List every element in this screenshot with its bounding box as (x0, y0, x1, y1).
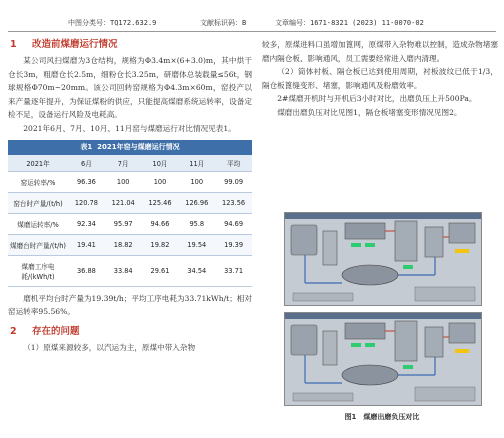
table-cell: 煤磨台时产量/(t/h) (8, 234, 68, 255)
left-column (8, 38, 252, 354)
table-cell: 100 (142, 171, 179, 192)
table-cell: 100 (178, 171, 215, 192)
table-header-cell: 2021年 (8, 155, 68, 172)
section-1-heading: 1 改造前煤磨运行情况 (10, 39, 118, 50)
table-header-cell: 11月 (178, 155, 215, 172)
document-code: 文献标识码：B (200, 19, 247, 27)
table-cell: 120.78 (68, 192, 105, 213)
table-cell: 94.69 (215, 213, 252, 234)
dcs-process-diagram (285, 213, 481, 305)
table-cell: 29.61 (142, 255, 179, 286)
article-number: 文章编号：1671-8321 (2023) 11-0070-02 (275, 19, 424, 27)
table-header-cell: 10月 (142, 155, 179, 172)
table-cell: 95.8 (178, 213, 215, 234)
table-cell: 100 (105, 171, 142, 192)
right-paragraph-4: 煤磨出磨负压对比见图1，隔仓板堵塞变形情况见图2。 (277, 107, 462, 117)
table-cell: 19.39 (215, 234, 252, 255)
table-cell: 121.04 (105, 192, 142, 213)
table-title: 表1 2021年窑与煤磨运行情况 (8, 140, 252, 155)
header-rule (8, 31, 496, 32)
section-1-paragraph-1: 某公司风扫煤磨为3仓结构，规格为Φ3.4m×(6+3.0)m，其中烘干仓长3m，粗磨仓长2.5m，细粉仓长3.25m，研磨体总装载量≤56t，钢球规格Φ70m~20mm。该公司回转窑规格为Φ4.3m×60m，窑投产以来产量逐年提升，为保证煤粉的供应，只能提高煤磨系统运转率，设备定检不足，设备运行风险及电耗高。 (8, 56, 252, 120)
table-cell: 33.71 (215, 255, 252, 286)
table-header-cell: 7月 (105, 155, 142, 172)
dcs-screenshot-after (284, 312, 482, 406)
table-cell: 煤磨工序电耗/(kWh/t) (8, 255, 68, 286)
table-row (8, 234, 252, 255)
table-row (8, 255, 252, 286)
table-cell: 99.09 (215, 171, 252, 192)
page-header (0, 18, 504, 30)
table-cell: 125.46 (142, 192, 179, 213)
table-cell: 36.88 (68, 255, 105, 286)
table-cell: 19.54 (178, 234, 215, 255)
table-cell: 123.56 (215, 192, 252, 213)
table-cell: 33.84 (105, 255, 142, 286)
section-2-heading: 2 存在的问题 (10, 325, 80, 337)
dcs-screenshot-before (284, 212, 482, 306)
table-cell: 96.36 (68, 171, 105, 192)
table-cell: 126.96 (178, 192, 215, 213)
section-1-paragraph-2: 2021年6月、7月、10月、11月窑与煤磨运行对比情况见表1。 (23, 123, 236, 133)
figure-caption: 图1 煤磨出磨负压对比 (344, 413, 420, 421)
dcs-process-diagram (285, 313, 481, 405)
table-cell: 94.66 (142, 213, 179, 234)
table-cell: 窑运转率/% (8, 171, 68, 192)
figure-1 (284, 212, 480, 422)
table-cell: 煤磨运转率/% (8, 213, 68, 234)
table-cell: 19.82 (142, 234, 179, 255)
clc-number: 中图分类号：TQ172.632.9 (68, 19, 157, 27)
table-cell: 19.41 (68, 234, 105, 255)
table-cell: 窑台时产量/(t/h) (8, 192, 68, 213)
table-cell: 95.97 (105, 213, 142, 234)
table-cell: 18.82 (105, 234, 142, 255)
section-2-paragraph-1: （1）原煤来源较多，以汽运为主，原煤中带入杂物 (23, 342, 196, 352)
table-row (8, 171, 252, 192)
table-summary-paragraph: 磨机平均台时产量为19.39t/h；平均工序电耗为33.71kWh/t；相对窑运转率95.56%。 (8, 293, 252, 317)
table-header-cell: 6月 (68, 155, 105, 172)
table-row (8, 192, 252, 213)
right-paragraph-1: 较多，原煤进料口虽增加篦网，原煤带入杂物难以控制，造成杂物堵塞磨内隔仓板、影响通风，员工需要经常进入磨内清理。 (262, 40, 498, 63)
table-header-cell: 平均 (215, 155, 252, 172)
right-paragraph-2: （2）筒体衬板、隔仓板已达到使用周期，衬板波纹已低于1/3，隔仓板篦缝变形、堵塞，影响通风及粉磨效率。 (262, 67, 498, 90)
right-column (262, 38, 498, 120)
table-cell: 34.54 (178, 255, 215, 286)
table-row (8, 213, 252, 234)
right-paragraph-3: 2#煤磨开机时与开机后3小时对比，出磨负压上升500Pa。 (277, 94, 477, 104)
table-cell: 92.34 (68, 213, 105, 234)
operation-table (8, 155, 252, 287)
table-header-row (8, 155, 252, 172)
